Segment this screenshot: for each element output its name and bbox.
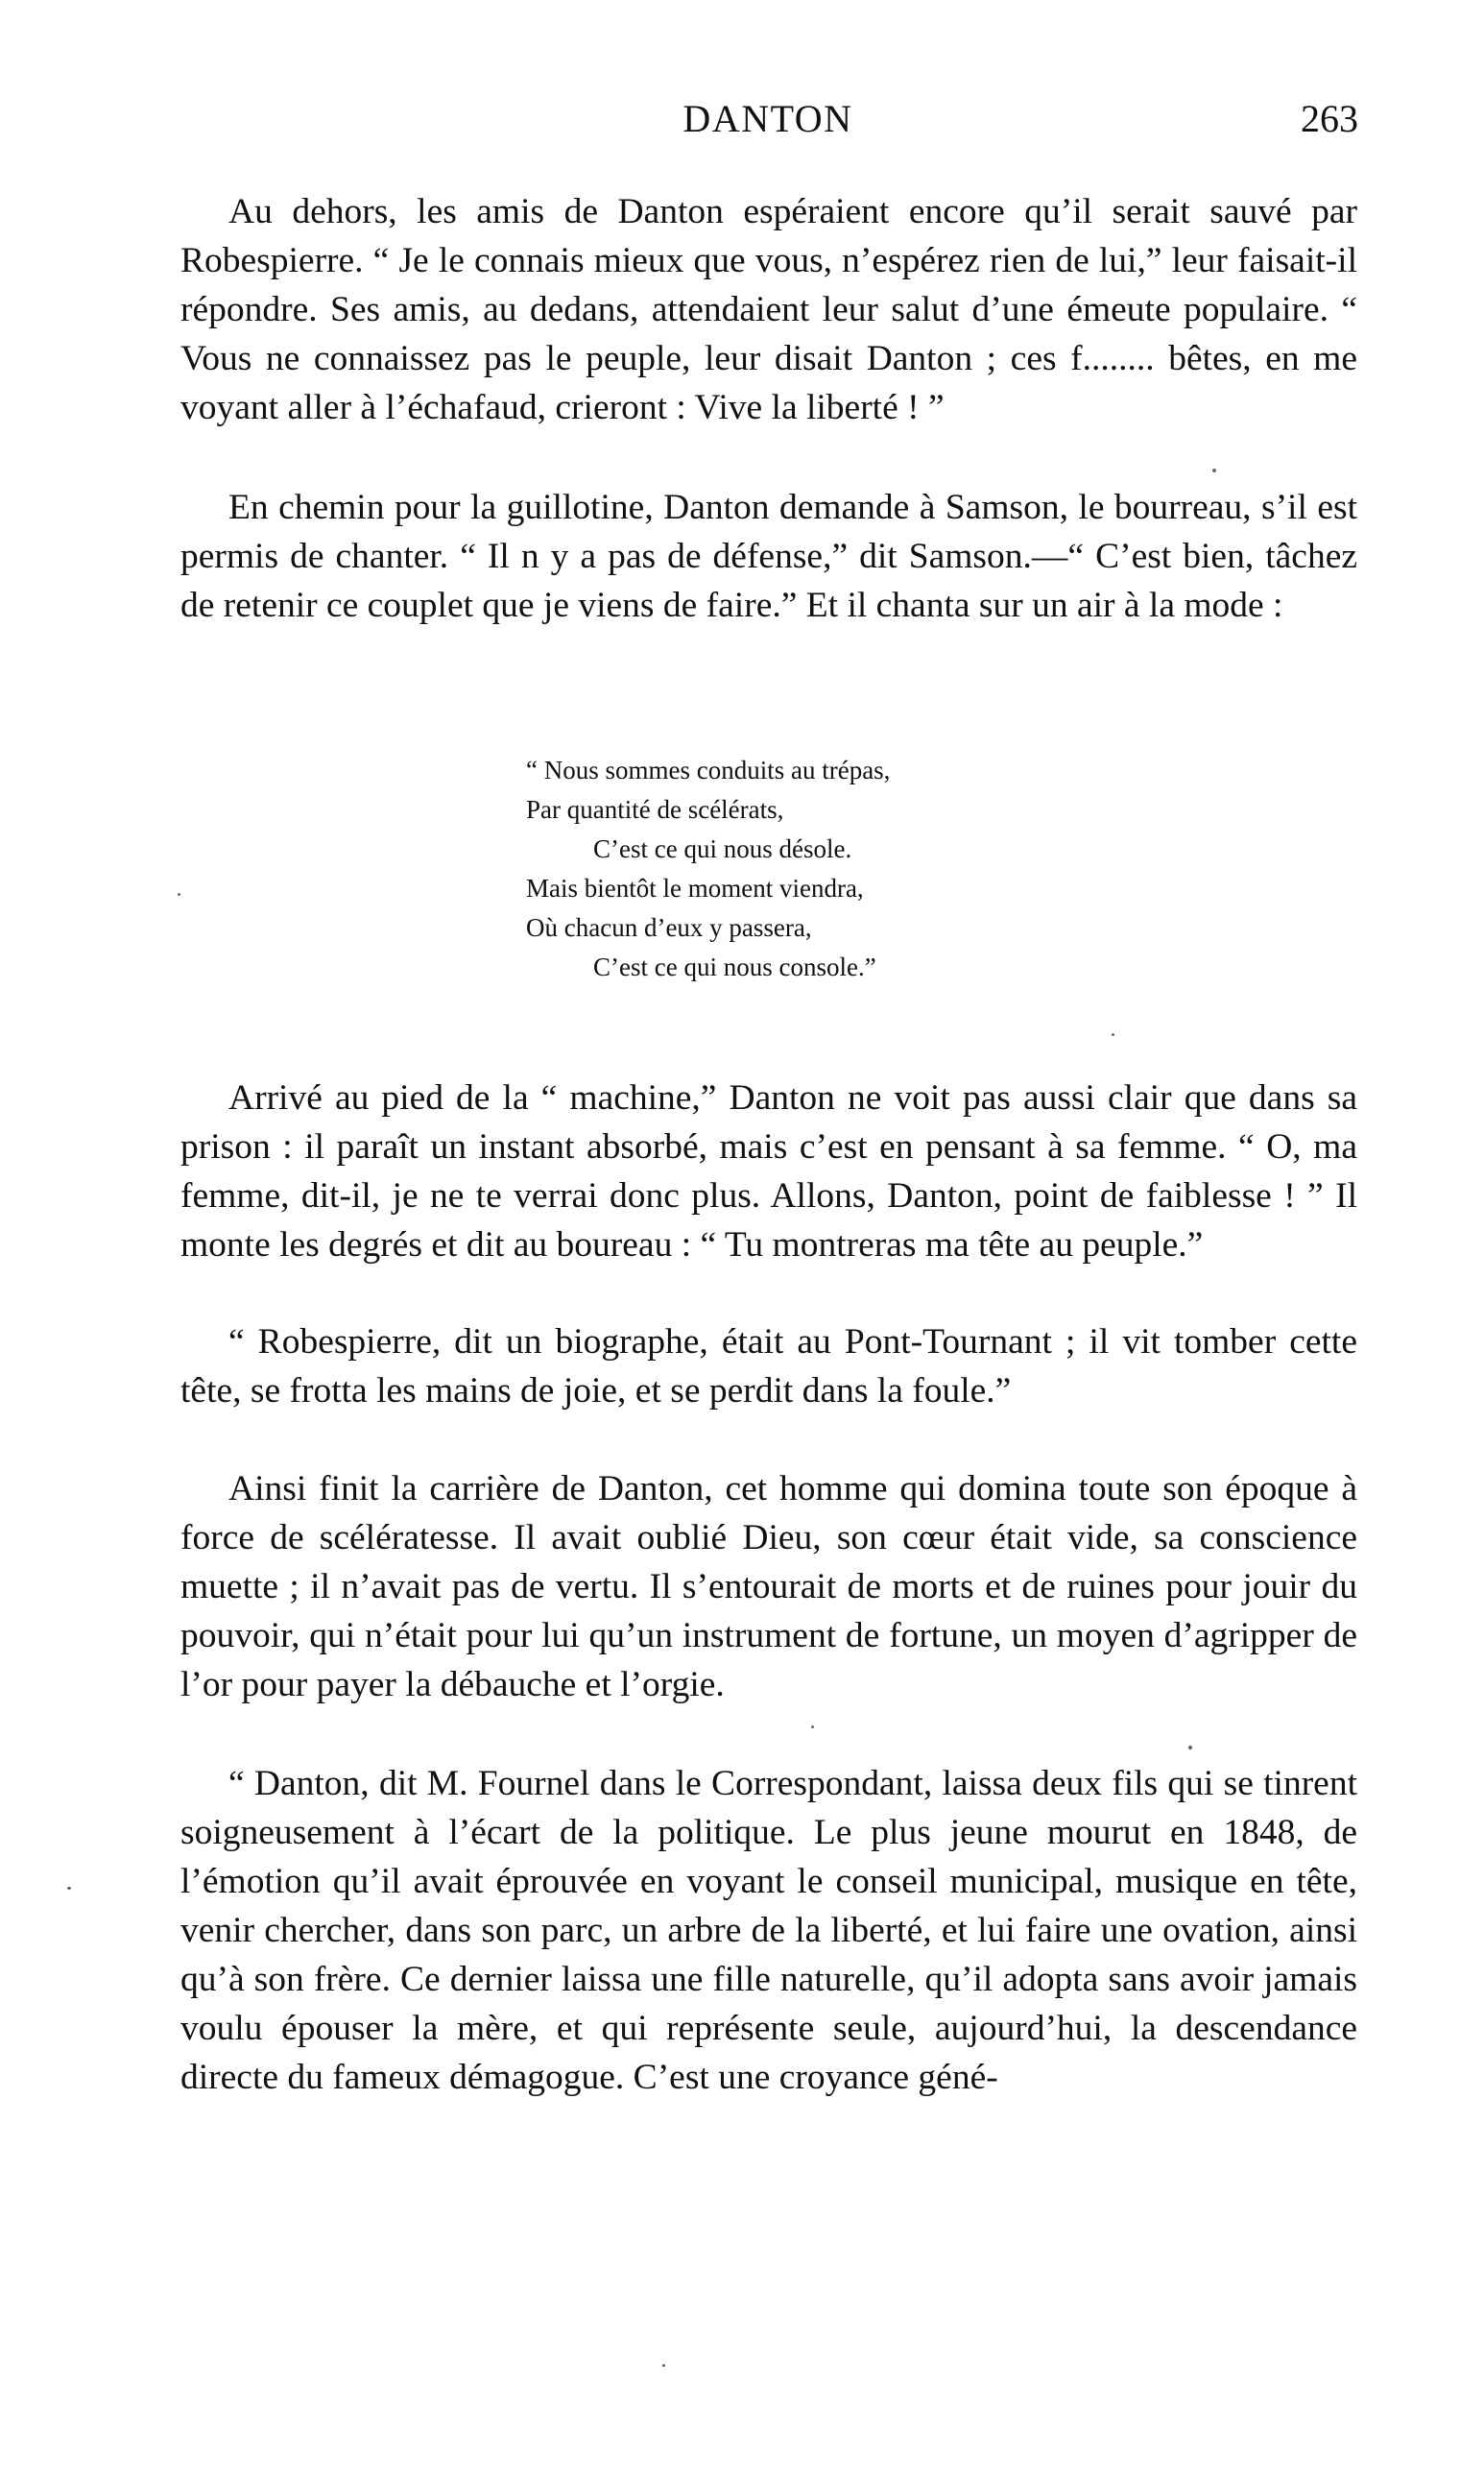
verse-line: C’est ce qui nous console.”	[593, 953, 876, 981]
verse-line: C’est ce qui nous désole.	[593, 834, 852, 863]
scan-speck	[67, 1887, 71, 1890]
scan-speck	[1112, 1033, 1114, 1036]
paragraph: En chemin pour la guillotine, Danton demande à Samson, le bourreau, s’il est permis de chanter. “ Il n y a pas de défense,” dit Samson.—“ C’est bien, tâchez de retenir ce couplet que je viens de faire.” Et il chanta sur un air à la mode :	[180, 488, 1357, 625]
scan-speck	[662, 2364, 665, 2367]
paragraph: “ Robespierre, dit un biographe, était au Pont-Tournant ; il vit tomber cette tête, se frotta les mains de joie, et se perdit dans la foule.”	[180, 1322, 1357, 1411]
paragraph: Arrivé au pied de la “ machine,” Danton ne voit pas aussi clair que dans sa prison : il paraît un instant absorbé, mais c’est en pensant à sa femme. “ O, ma femme, dit-il, je ne te verrai donc plus. Allons, Danton, point de faiblesse ! ” Il monte les degrés et dit au boureau : “ Tu montreras ma tête au peuple.”	[180, 1078, 1357, 1265]
verse-line: “ Nous sommes conduits au trépas,	[526, 756, 891, 784]
verse-line: Où chacun d’eux y passera,	[526, 913, 812, 942]
scan-speck	[811, 1725, 814, 1728]
paragraph-block-1	[180, 187, 1357, 432]
paragraph: Ainsi finit la carrière de Danton, cet homme qui domina toute son époque à force de scélératesse. Il avait oublié Dieu, son cœur était vide, sa conscience muette ; il n’avait pas de vertu. Il s’entourait de morts et de ruines pour jouir du pouvoir, qui n’était pour lui qu’un instrument de fortune, un moyen d’agripper de l’or pour payer la débauche et l’orgie.	[180, 1469, 1357, 1704]
page-header	[178, 96, 1358, 154]
paragraph-block-6	[180, 1759, 1357, 2102]
running-title: DANTON	[682, 97, 853, 140]
paragraph-block-4	[180, 1317, 1357, 1415]
scan-speck	[178, 893, 180, 896]
paragraph-block-2	[180, 483, 1357, 630]
page-number: 263	[1301, 97, 1358, 140]
verse-line: Mais bientôt le moment viendra,	[526, 874, 864, 903]
paragraph: “ Danton, dit M. Fournel dans le Correspondant, laissa deux fils qui se tinrent soigneusement à l’écart de la politique. Le plus jeune mourut en 1848, de l’émotion qu’il avait éprouvée en voyant le conseil municipal, musique en tête, venir chercher, dans son parc, un arbre de la liberté, et lui faire une ovation, ainsi qu’à son frère. Ce dernier laissa une fille naturelle, qu’il adopta sans avoir jamais voulu épouser la mère, et qui représente seule, aujourd’hui, la descendance directe du fameux démagogue. C’est une croyance géné-	[180, 1764, 1357, 2097]
paragraph: Au dehors, les amis de Danton espéraient encore qu’il serait sauvé par Robespierre. “ Je le connais mieux que vous, n’espérez rien de lui,” leur faisait-il répondre. Ses amis, au dedans, attendaient leur salut d’une émeute populaire. “ Vous ne connaissez pas le peuple, leur disait Danton ; ces f........ bêtes, en me voyant aller à l’échafaud, crieront : Vive la liberté ! ”	[180, 192, 1357, 427]
scan-speck	[1212, 469, 1216, 472]
paragraph-block-5	[180, 1464, 1357, 1709]
verse-line: Par quantité de scélérats,	[526, 795, 784, 824]
paragraph-block-3	[180, 1074, 1357, 1269]
scan-speck	[1188, 1746, 1192, 1749]
song-verse	[526, 751, 1064, 987]
